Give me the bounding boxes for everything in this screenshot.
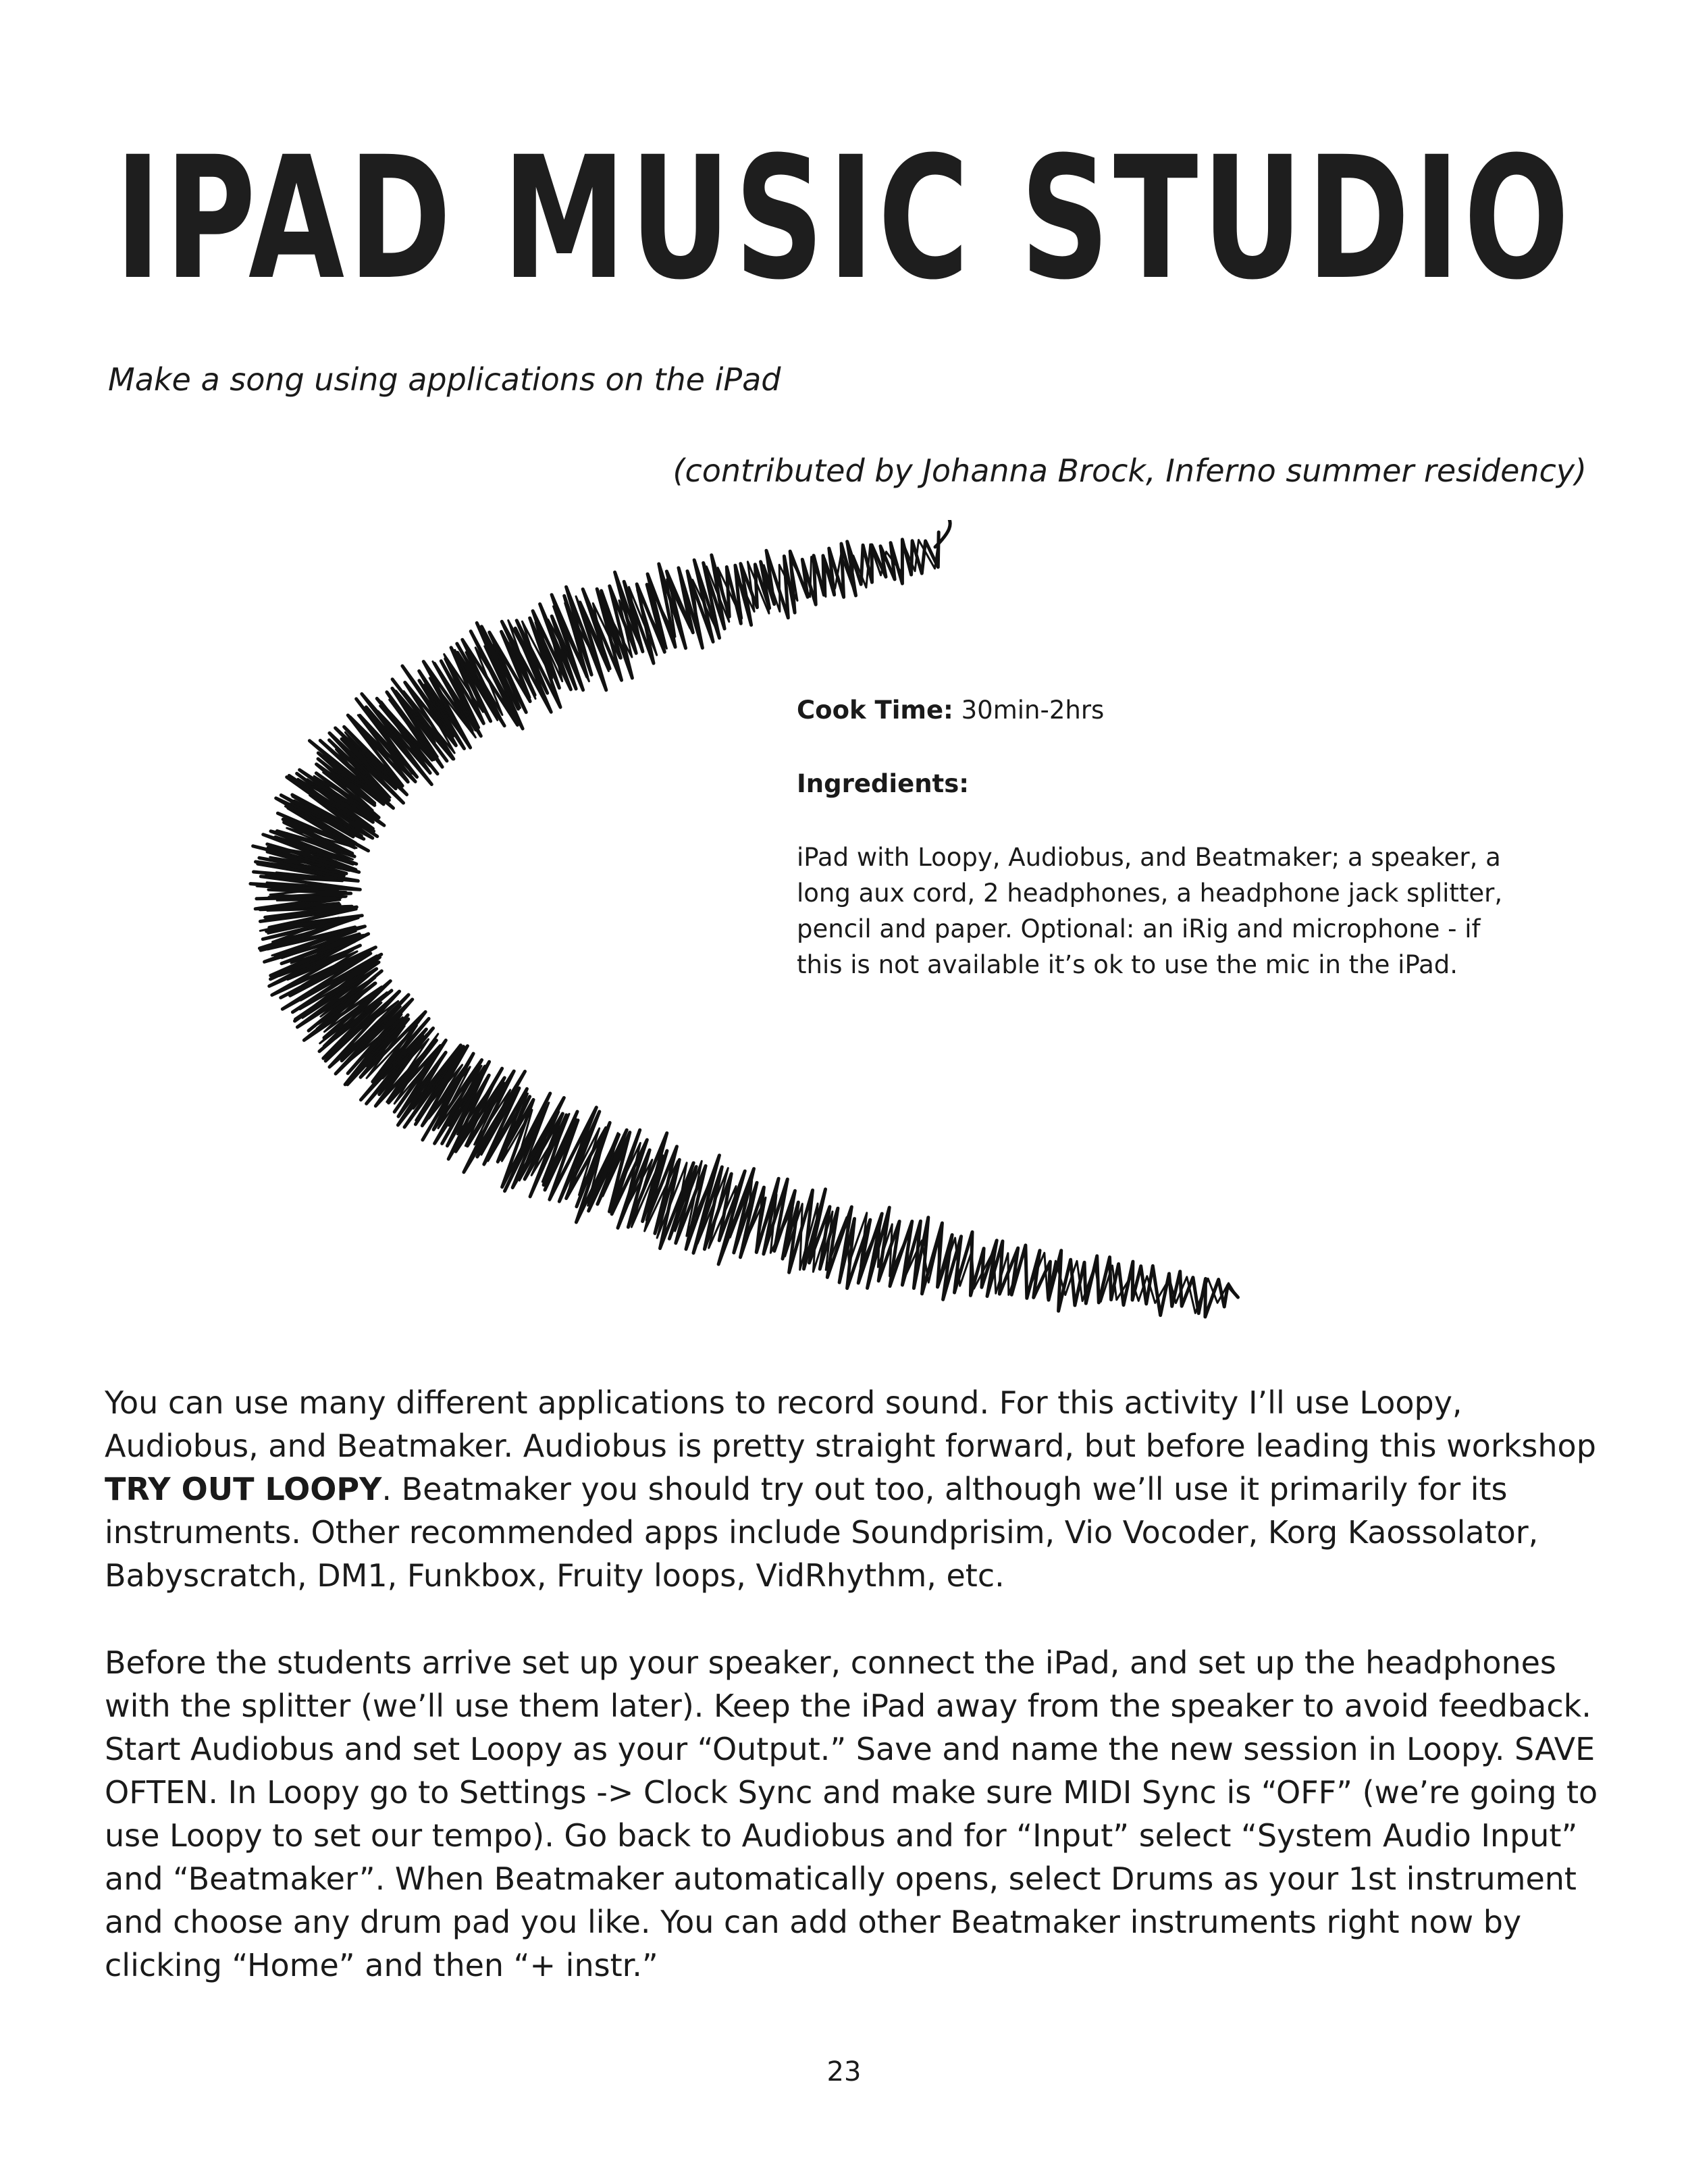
ingredients-label: Ingredients: bbox=[797, 769, 970, 798]
page-subtitle: Make a song using applications on the iPad bbox=[108, 361, 781, 398]
page-title bbox=[101, 95, 1587, 324]
page-number: 23 bbox=[826, 2056, 862, 2087]
cook-time-label: Cook Time: bbox=[797, 696, 953, 725]
contributor-credit: (contributed by Johanna Brock, Inferno summer residency) bbox=[672, 452, 1587, 489]
body-paragraph-1-start: You can use many different applications to record sound. For this activity I’ll use Loopy, Audiobus, and Beatmaker. Audiobus is pretty straight forward, but before leading this workshop bbox=[105, 1384, 1596, 1464]
cook-time-value: 30min-2hrs bbox=[953, 696, 1105, 725]
ingredients-text: iPad with Loopy, Audiobus, and Beatmaker; a speaker, a long aux cord, 2 headphones, a headphone jack splitter, pencil and paper. Optional: an iRig and microphone - if this is not available it’s ok to use the mic in the iPad. bbox=[797, 843, 1503, 979]
cook-time bbox=[797, 692, 1533, 728]
page-title-lettering bbox=[101, 95, 1587, 324]
page-title-text: IPAD MUSIC STUDIO bbox=[115, 120, 1573, 317]
body-paragraph-1 bbox=[105, 1381, 1604, 1597]
try-out-loopy-emphasis: TRY OUT LOOPY bbox=[105, 1471, 382, 1507]
body-paragraph-2: Before the students arrive set up your speaker, connect the iPad, and set up the headphones with the splitter (we’ll use them later). Keep the iPad away from the speaker to avoid feedback. Start Audiobus and set Loopy as your “Output.” Save and name the new session in Loopy. SAVE OFTEN. In Loopy go to Settings -> Clock Sync and make sure MIDI Sync is “OFF” (we’re going to use Loopy to set our tempo). Go back to Audiobus and for “Input” select “System Audio Input” and “Beatmaker”. When Beatmaker automatically opens, select Drums as your 1st instrument and choose any drum pad you like. You can add other Beatmaker instruments right now by clicking “Home” and then “+ instr.” bbox=[105, 1644, 1598, 1983]
recipe-card bbox=[797, 692, 1533, 983]
body-paragraph-1-end: . Beatmaker you should try out too, although we’ll use it primarily for its instruments. Other recommended apps include Soundprisim, Vio Vocoder, Korg Kaossolator, Babyscratch, DM1, Funkbox, Fruity loops, VidRhythm, etc. bbox=[105, 1471, 1539, 1594]
